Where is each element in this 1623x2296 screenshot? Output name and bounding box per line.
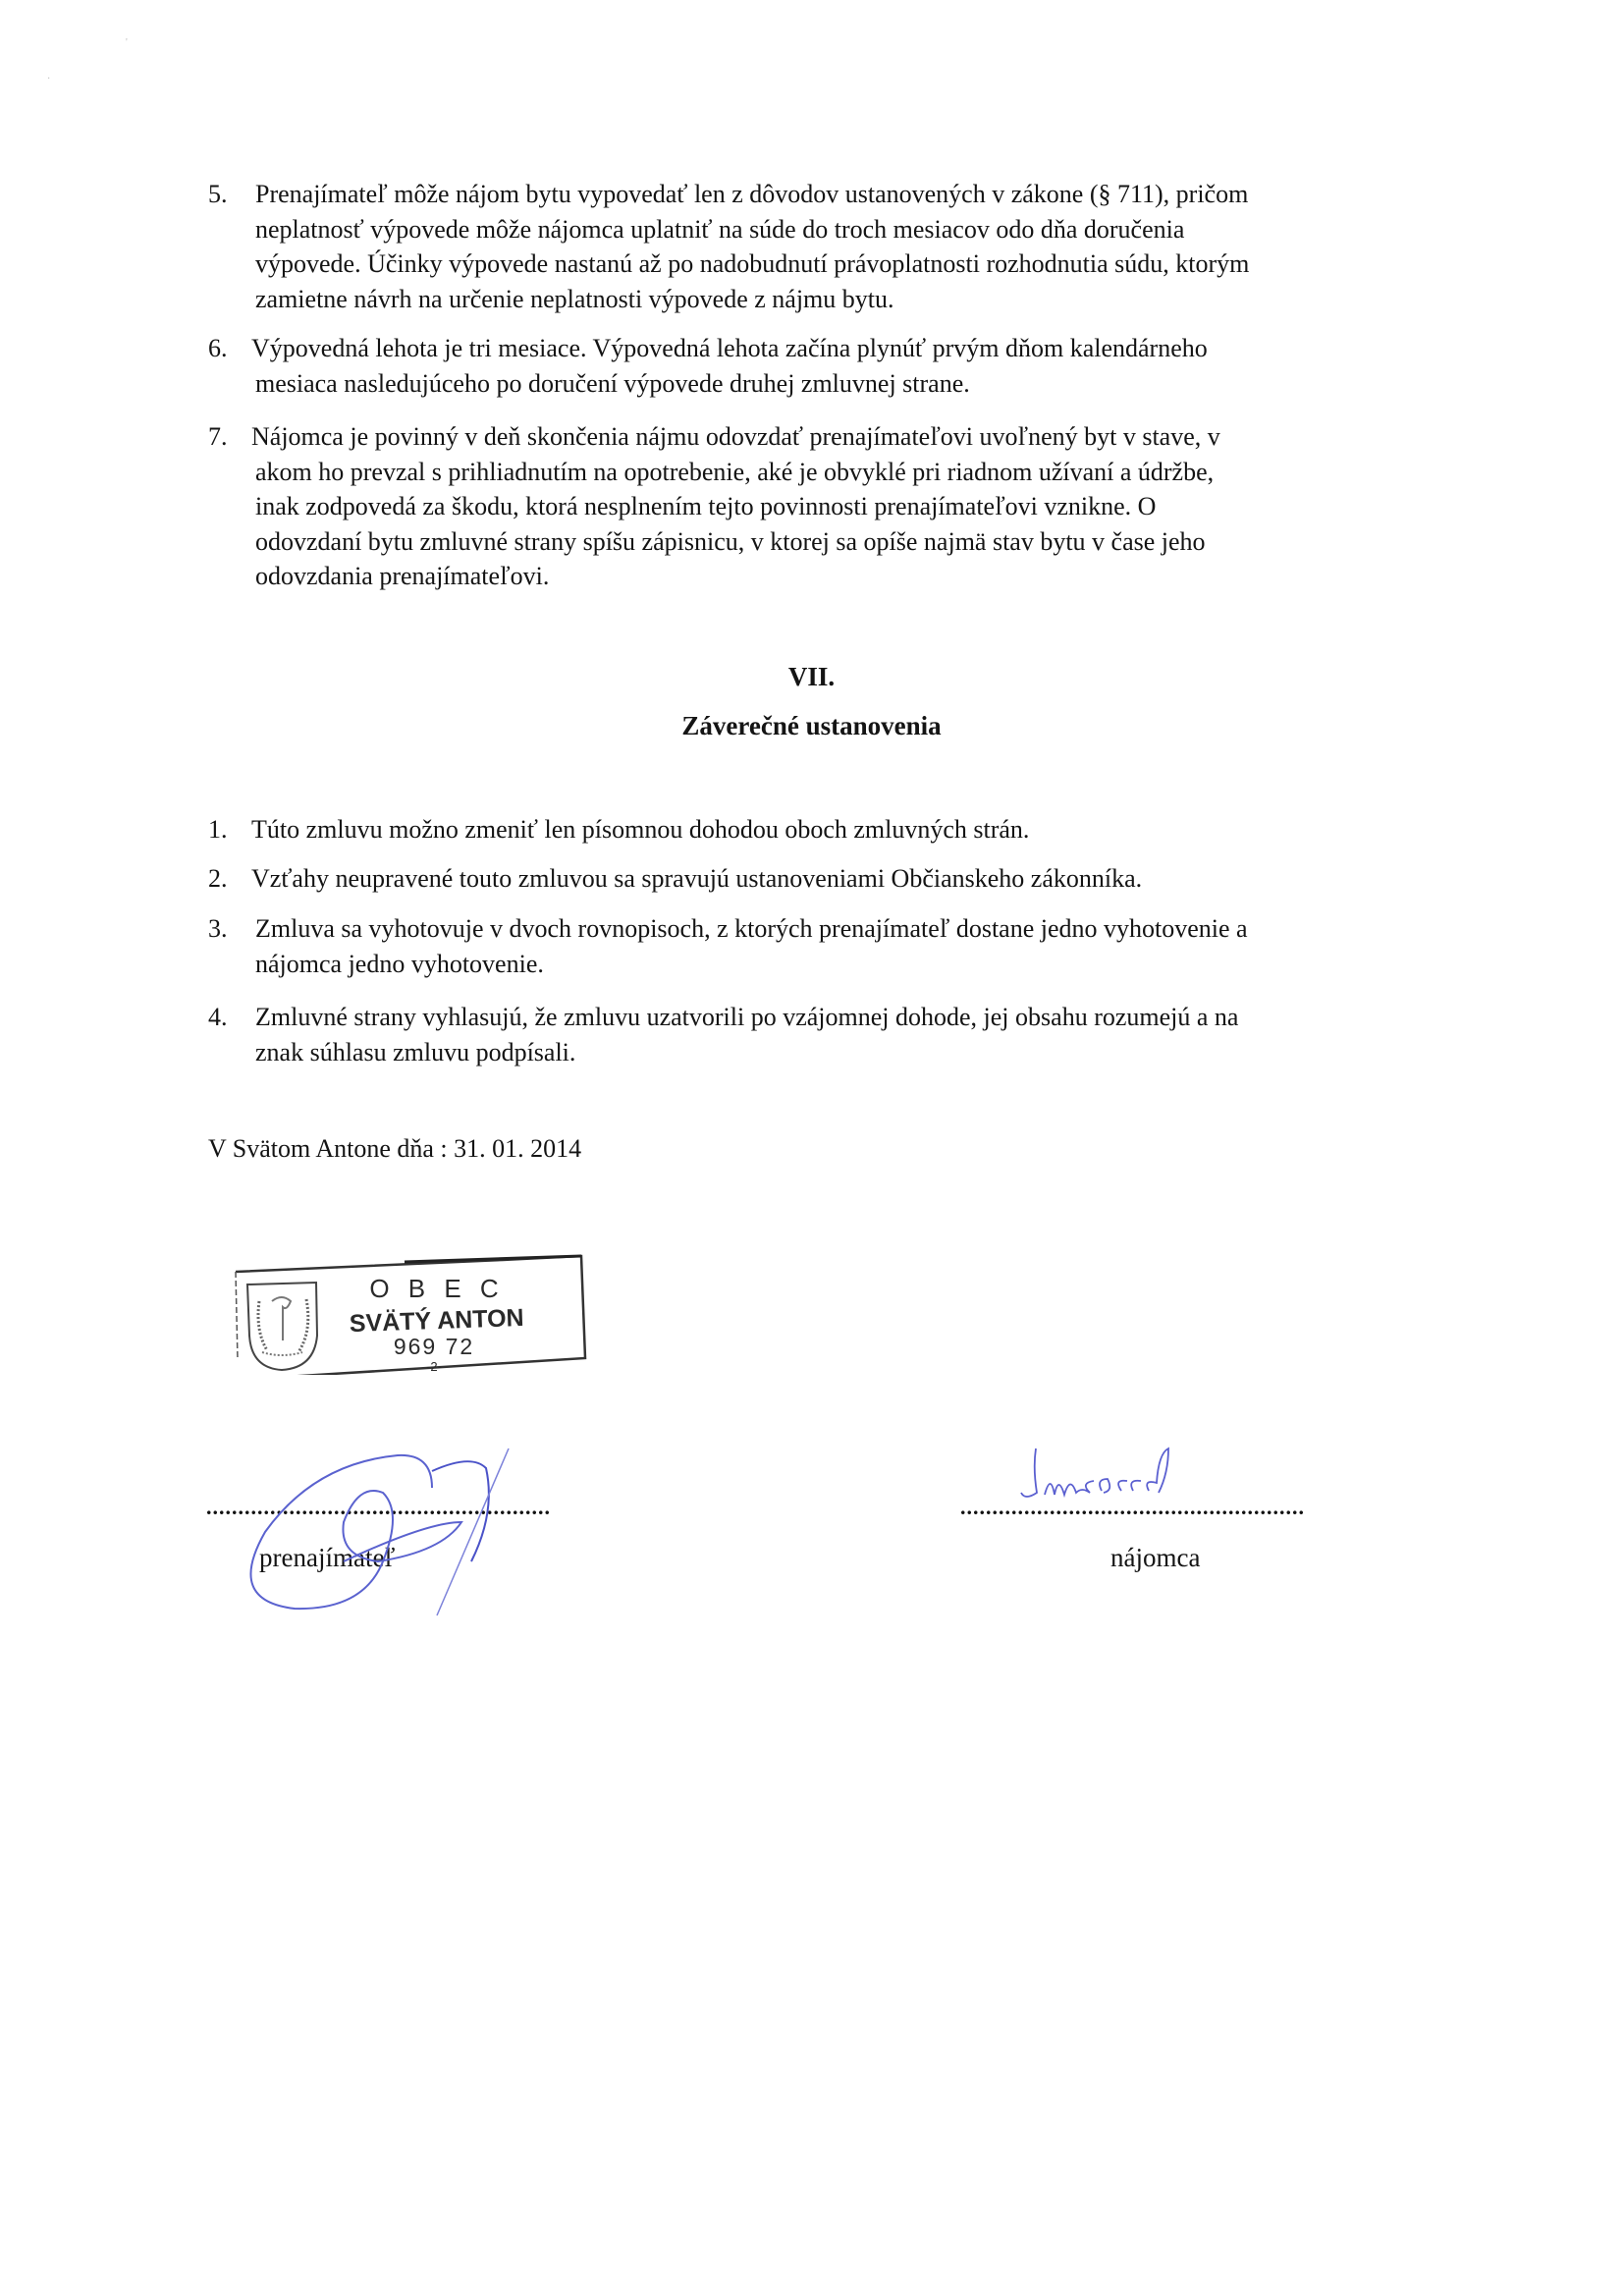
- clause-text-line: Prenajímateľ môže nájom bytu vypovedať len z dôvodov ustanovených v zákone (§ 711), pričom: [255, 180, 1249, 208]
- tenant-signature-line: ......................................................: [960, 1495, 1305, 1519]
- clause-text-line: Túto zmluvu možno zmeniť len písomnou dohodou oboch zmluvných strán.: [251, 815, 1030, 844]
- clause-text-line: Nájomca je povinný v deň skončenia nájmu odovzdať prenajímateľovi uvoľnený byt v stave, v: [251, 422, 1220, 451]
- final-clause-3: [208, 911, 1445, 981]
- clause-5: [208, 177, 1445, 316]
- clause-text-line: zamietne návrh na určenie neplatnosti výpovede z nájmu bytu.: [255, 284, 894, 313]
- clause-number: 4.: [208, 1003, 228, 1031]
- clause-text-line: akom ho prevzal s prihliadnutím na opotrebenie, aké je obvyklé pri riadnom užívaní a údržbe,: [255, 457, 1215, 486]
- clause-text-line: Zmluva sa vyhotovuje v dvoch rovnopisoch, z ktorých prenajímateľ dostane jedno vyhotovenie a: [255, 914, 1248, 943]
- section-title: Záverečné ustanovenia: [681, 711, 942, 740]
- place-and-date: V Svätom Antone dňa : 31. 01. 2014: [208, 1134, 582, 1163]
- clause-number: 2.: [208, 864, 228, 893]
- final-clause-4: [208, 1000, 1445, 1069]
- clause-text-line: inak zodpovedá za škodu, ktorá nesplnením tejto povinnosti prenajímateľovi vznikne. O: [255, 492, 1157, 520]
- clause-text-line: odovzdaní bytu zmluvné strany spíšu zápisnicu, v ktorej sa opíše najmä stav bytu v čase jeho: [255, 526, 1206, 556]
- landlord-signature-line: ......................................................: [206, 1495, 551, 1519]
- tenant-label: nájomca: [1110, 1543, 1201, 1572]
- scan-speck: ·: [47, 74, 51, 84]
- clause-text-line: mesiaca nasledujúceho po doručení výpovede druhej zmluvnej strane.: [255, 368, 970, 398]
- stamp-frame: [228, 1242, 587, 1375]
- section-numeral: VII.: [787, 662, 836, 691]
- stamp-line-4: -2-: [426, 1359, 442, 1374]
- clause-text-line: výpovede. Účinky výpovede nastanú až po nadobudnutí právoplatnosti rozhodnutia súdu, ktorým: [255, 249, 1250, 278]
- clause-7: [208, 419, 1445, 594]
- stamp-line-2: SVÄTÝ ANTON: [349, 1303, 525, 1339]
- clause-number: 5.: [208, 180, 228, 208]
- tenant-signature: [1011, 1444, 1227, 1512]
- clause-text-line: Zmluvné strany vyhlasujú, že zmluvu uzatvorili po vzájomnej dohode, jej obsahu rozumejú a na: [255, 1003, 1239, 1031]
- scan-speck: ': [126, 37, 128, 48]
- landlord-signature: [236, 1394, 560, 1620]
- clause-6: [208, 331, 1445, 401]
- clause-number: 3.: [208, 914, 228, 943]
- clause-text-line: Vzťahy neupravené touto zmluvou sa spravujú ustanoveniami Občianskeho zákonníka.: [251, 864, 1143, 893]
- stamp-line-1: O B E C: [369, 1274, 505, 1303]
- clause-text-line: Výpovedná lehota je tri mesiace. Výpovedná lehota začína plynúť prvým dňom kalendárneho: [251, 334, 1208, 362]
- clause-number: 6.: [208, 334, 228, 362]
- clause-number: 7.: [208, 422, 228, 451]
- clause-text-line: neplatnosť výpovede môže nájomca uplatniť na súde do troch mesiacov odo dňa doručenia: [255, 214, 1185, 244]
- final-clause-2: [208, 861, 1445, 897]
- clause-text-line: odovzdania prenajímateľovi.: [255, 562, 550, 590]
- clause-number: 1.: [208, 815, 228, 844]
- clause-text-line: nájomca jedno vyhotovenie.: [255, 949, 544, 978]
- stamp-line-3: 969 72: [393, 1334, 475, 1359]
- final-clause-1: [208, 812, 1445, 847]
- coat-of-arms-icon: [247, 1283, 317, 1370]
- clause-text-line: znak súhlasu zmluvu podpísali.: [255, 1037, 576, 1066]
- official-stamp: [228, 1242, 587, 1375]
- landlord-label: prenajímateľ: [259, 1543, 396, 1572]
